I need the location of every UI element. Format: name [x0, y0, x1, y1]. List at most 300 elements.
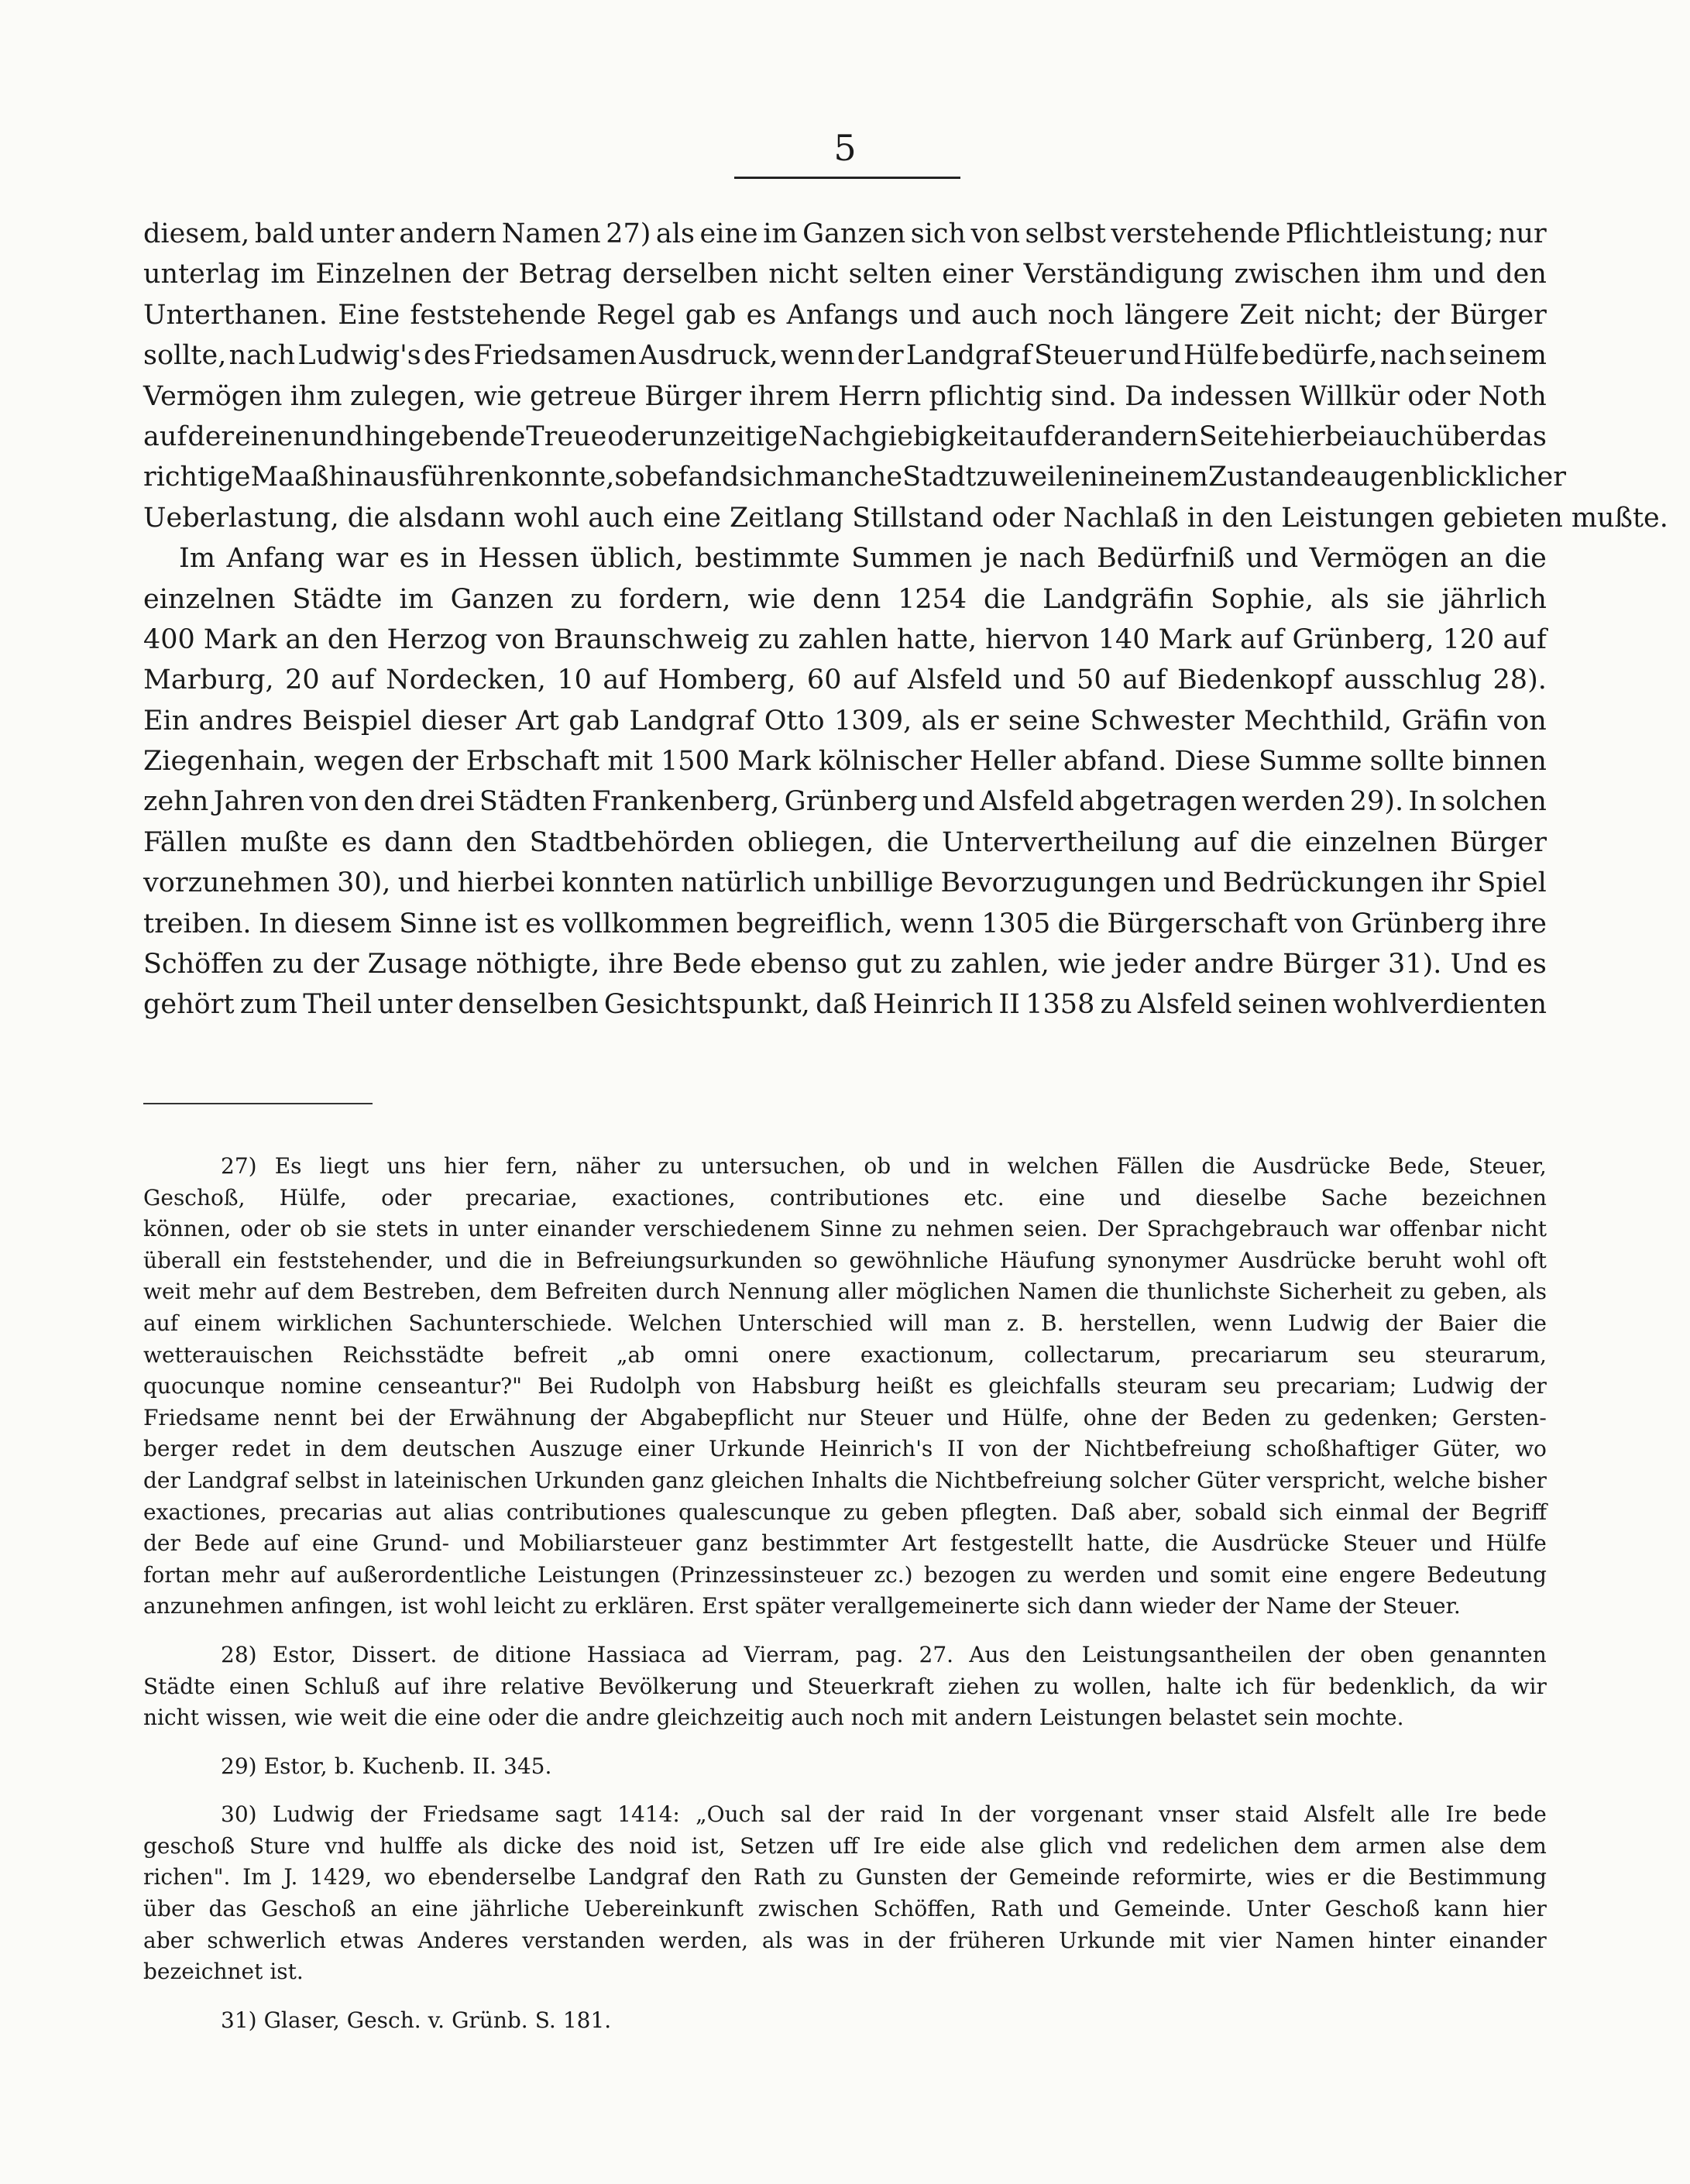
word: auf	[143, 421, 187, 452]
word: Geschoß	[261, 1896, 356, 1922]
word: außerordentliche	[336, 1561, 527, 1588]
word: Städte	[143, 1673, 215, 1699]
word: Beispiel	[302, 705, 412, 737]
footnote-line	[143, 1497, 1547, 1529]
word: mochte.	[1315, 1705, 1404, 1731]
word: pflichtig	[929, 380, 1043, 412]
word: geschoß	[143, 1832, 235, 1859]
word: Marburg,	[143, 664, 274, 696]
word: gab	[685, 299, 737, 331]
word: omni	[684, 1341, 739, 1368]
word: daß	[816, 989, 867, 1021]
body-line	[143, 295, 1547, 335]
word: B.	[1041, 1310, 1064, 1336]
word: Grünberg	[1351, 908, 1485, 939]
word: die	[544, 1705, 579, 1731]
word: sich	[1279, 1499, 1324, 1525]
word: Landgräfin	[1043, 583, 1194, 615]
word: Rath	[753, 1864, 806, 1890]
footnote-line	[143, 1799, 1547, 1831]
word: synonymer	[1107, 1247, 1228, 1273]
word: Fällen	[1116, 1153, 1184, 1179]
word: Bestreben,	[362, 1279, 483, 1305]
word: Heller	[969, 746, 1056, 778]
word: onere	[768, 1341, 831, 1368]
word: sal	[780, 1801, 812, 1828]
word: eine	[1281, 1561, 1328, 1588]
word: Bei	[538, 1373, 574, 1399]
word: und	[397, 867, 451, 899]
word: 31).	[1388, 949, 1442, 980]
word: die	[393, 1705, 428, 1731]
word: der	[143, 1467, 180, 1493]
word: hier	[1502, 1896, 1547, 1922]
word: Bürger	[1450, 826, 1547, 858]
word: Hassiaca	[586, 1641, 686, 1667]
word: wissen,	[205, 1705, 288, 1731]
word: Art	[902, 1530, 937, 1557]
word: Geschoß	[1324, 1896, 1420, 1922]
word: Hülfe,	[1001, 1404, 1070, 1430]
word: Herzog	[386, 623, 488, 655]
footnote-line	[143, 1528, 1547, 1560]
footnote-line	[143, 2005, 1547, 2037]
word: hierbei	[1269, 421, 1367, 452]
word: der	[411, 746, 459, 778]
word: des	[423, 340, 472, 372]
word: 60	[806, 664, 842, 696]
word: von	[309, 786, 359, 818]
word: befreit	[514, 1341, 588, 1368]
word: den	[465, 826, 517, 858]
footnote-line	[143, 1151, 1547, 1183]
word: mit	[607, 746, 653, 778]
word: relative	[500, 1673, 585, 1699]
word: Güter,	[1432, 1436, 1501, 1462]
word: aut	[395, 1499, 431, 1525]
word: Auszuge	[530, 1436, 623, 1462]
word: einer	[942, 259, 1014, 290]
word: im	[399, 583, 434, 615]
word: Schöffen	[143, 949, 264, 980]
word: die	[886, 826, 929, 858]
word: genannten	[1429, 1641, 1547, 1667]
body-line	[143, 538, 1547, 579]
word: der	[827, 1801, 864, 1828]
word: ganz	[696, 1530, 748, 1557]
word: Erbschaft	[465, 746, 600, 778]
word: andre	[1194, 949, 1274, 980]
word: zulegen,	[349, 380, 466, 412]
word: der	[960, 1864, 997, 1890]
word: Unterthanen.	[143, 299, 328, 331]
word: wie	[294, 1705, 333, 1731]
word: in	[968, 1153, 990, 1179]
word: eine	[411, 1896, 459, 1922]
word: Friedsame	[422, 1801, 540, 1828]
footnote-line	[143, 1276, 1547, 1308]
word: aber	[143, 1927, 194, 1953]
word: als	[655, 218, 695, 249]
word: Friedsame	[143, 1404, 260, 1430]
word: Befreiungsurkunden	[575, 1247, 802, 1273]
footnote-line	[143, 1340, 1547, 1372]
word: uns	[386, 1153, 426, 1179]
word: zu	[757, 623, 790, 655]
word: einzelnen	[143, 583, 276, 615]
footnote-line	[143, 1308, 1547, 1340]
word: hatte,	[1087, 1530, 1151, 1557]
word: auf	[143, 1310, 179, 1336]
footnote-line	[143, 1371, 1547, 1403]
word: Landgraf	[588, 1864, 689, 1890]
word: im	[270, 259, 305, 290]
word: auf	[1193, 826, 1238, 858]
word: glich	[1039, 1832, 1094, 1859]
word: diesem	[294, 908, 392, 939]
word: Einzelnen	[315, 259, 452, 290]
word: kann	[1434, 1896, 1489, 1922]
word: Bestimmung	[1408, 1864, 1547, 1890]
word: zu	[1026, 1561, 1053, 1588]
word: einem	[1124, 462, 1208, 493]
word: sollte,	[143, 340, 227, 372]
word: gut	[856, 949, 902, 980]
word: hinter	[1368, 1927, 1435, 1953]
word: 31)	[221, 2007, 257, 2033]
word: der	[397, 1404, 435, 1430]
word: II.	[472, 1753, 497, 1779]
word: welche	[1393, 1467, 1471, 1493]
word: Aus	[969, 1641, 1010, 1667]
word: zahlen	[798, 623, 888, 655]
word: Grünb.	[452, 2007, 528, 2033]
footnote-line	[143, 1434, 1547, 1465]
word: und	[922, 786, 975, 818]
word: fortan	[143, 1561, 211, 1588]
word: andern	[954, 1705, 1032, 1731]
word: pflegten.	[960, 1499, 1059, 1525]
word: gab	[568, 705, 620, 737]
word: was	[806, 1927, 850, 1953]
word: Rudolph	[589, 1373, 682, 1399]
word: ihm	[290, 380, 342, 412]
word: werden,	[658, 1927, 749, 1953]
word: Alsfeld	[980, 786, 1074, 818]
word: unter	[377, 989, 453, 1021]
word: raid	[880, 1801, 925, 1828]
word: sie	[335, 1216, 367, 1242]
word: selbst	[1025, 218, 1106, 249]
word: uff	[829, 1832, 859, 1859]
word: ad	[701, 1641, 729, 1667]
word: vnd	[1107, 1832, 1148, 1859]
word: von	[970, 218, 1020, 249]
word: zu	[843, 1499, 869, 1525]
word: er	[1327, 1864, 1351, 1890]
word: 30)	[221, 1801, 257, 1828]
word: Städten	[479, 786, 587, 818]
word: 29).	[1349, 786, 1404, 818]
word: an	[285, 623, 319, 655]
word: bestimmte	[695, 543, 840, 575]
word: nöthigte,	[476, 949, 600, 980]
word: da	[1469, 1673, 1497, 1699]
word: bisher	[1477, 1467, 1547, 1493]
word: belastet	[1169, 1705, 1257, 1731]
word: Noth	[1478, 380, 1547, 412]
word: des	[576, 1832, 615, 1859]
word: Homberg,	[658, 664, 796, 696]
word: sich	[910, 218, 967, 249]
word: wir	[1510, 1673, 1547, 1699]
word: der	[369, 1801, 407, 1828]
word: auch	[1367, 421, 1434, 452]
word: Ein	[143, 705, 190, 737]
word: auch	[588, 502, 654, 534]
word: die	[1164, 1530, 1199, 1557]
word: Stadt	[902, 462, 977, 493]
word: deutschen	[402, 1436, 516, 1462]
word: wenn	[780, 340, 855, 372]
word: Bedeutung	[1427, 1561, 1547, 1588]
word: die	[1513, 1310, 1547, 1336]
word: Reichsstädte	[342, 1341, 485, 1368]
word: oft	[1517, 1247, 1547, 1273]
word: Grünberg	[784, 786, 918, 818]
word: Baier	[1438, 1310, 1498, 1336]
word: Der	[1097, 1216, 1138, 1242]
word: Urkunden	[534, 1467, 645, 1493]
word: befand	[644, 462, 740, 493]
word: andre	[586, 1705, 650, 1731]
word: er	[970, 705, 999, 737]
word: v.	[428, 2007, 445, 2033]
word: 181.	[562, 2007, 612, 2033]
footnote-line	[143, 1671, 1547, 1703]
word: contributiones	[769, 1184, 930, 1210]
word: seu	[1357, 1341, 1396, 1368]
word: den	[327, 623, 379, 655]
word: 29)	[221, 1753, 257, 1779]
word: den	[700, 1864, 742, 1890]
word: Urkunde	[1059, 1927, 1156, 1953]
word: selbst	[294, 1467, 359, 1493]
word: Und	[1450, 949, 1508, 980]
word: Leistungsantheilen	[1081, 1641, 1292, 1667]
word: als	[1330, 583, 1369, 615]
word: wetterauischen	[143, 1341, 314, 1368]
word: nicht	[143, 1705, 199, 1731]
word: es	[1517, 949, 1547, 980]
word: einen	[228, 1673, 290, 1699]
word: 400	[143, 623, 195, 655]
word: stets	[376, 1216, 429, 1242]
word: können,	[143, 1216, 232, 1242]
word: Steuer,	[1468, 1153, 1547, 1179]
word: ein	[232, 1247, 266, 1273]
footnote-line	[143, 1214, 1547, 1245]
word: und	[1057, 1896, 1100, 1922]
word: Erwähnung	[448, 1404, 576, 1430]
word: Gunsten	[855, 1864, 948, 1890]
word: Nichtbefreiung	[935, 1467, 1103, 1493]
word: ist	[484, 908, 518, 939]
word: und	[1245, 543, 1299, 575]
word: zu	[272, 949, 304, 980]
word: Inhalts	[811, 1467, 888, 1493]
word: ausschlug	[1344, 664, 1482, 696]
body-line	[143, 660, 1547, 700]
word: Bevölkerung	[598, 1673, 738, 1699]
word: Anfangs	[786, 299, 899, 331]
word: schoßhaftiger	[1266, 1436, 1419, 1462]
word: 140	[1097, 623, 1150, 655]
word: bedenklich,	[1328, 1673, 1456, 1699]
word: unbillige	[812, 867, 934, 899]
word: als	[921, 705, 960, 737]
word: einen	[235, 421, 311, 452]
word: ihrem	[749, 380, 830, 412]
word: den	[1025, 1641, 1067, 1667]
word: Spiel	[1477, 867, 1547, 899]
word: Leistungen	[1281, 502, 1435, 534]
word: oben	[1360, 1641, 1414, 1667]
footnote-gap	[143, 1623, 1547, 1640]
word: und	[946, 1404, 989, 1430]
word: Bevorzugungen	[940, 867, 1156, 899]
word: Braunschweig	[553, 623, 750, 655]
word: Im	[242, 1864, 272, 1890]
word: nicht	[1491, 1216, 1547, 1242]
word: gedenken;	[1324, 1404, 1439, 1430]
word: aber,	[1128, 1499, 1183, 1525]
word: von	[978, 1436, 1018, 1462]
word: Bede	[672, 949, 742, 980]
word: Zeitlang	[729, 502, 844, 534]
word: Steuer	[1034, 340, 1126, 372]
word: zwischen	[1234, 259, 1361, 290]
word: hatte,	[896, 623, 977, 655]
word: Bürger	[644, 380, 742, 412]
word: Pflichtleistung;	[1285, 218, 1494, 249]
word: Stadtbehörden	[529, 826, 735, 858]
footnote-line	[143, 1831, 1547, 1863]
word: dieser	[421, 705, 507, 737]
word: von	[1497, 705, 1547, 737]
word: J.	[283, 1864, 298, 1890]
word: oder	[607, 421, 671, 452]
word: nach	[1379, 340, 1447, 372]
word: nach	[1018, 543, 1086, 575]
word: Bürger	[1283, 949, 1379, 980]
word: zahlen,	[950, 949, 1049, 980]
word: 1254	[898, 583, 967, 615]
word: Maaß	[250, 462, 329, 493]
word: hiervon	[985, 623, 1090, 655]
body-line	[143, 701, 1547, 741]
word: sich	[739, 462, 795, 493]
word: Begriff	[1471, 1499, 1547, 1525]
word: Glaser,	[263, 2007, 340, 2033]
word: II	[998, 989, 1020, 1021]
word: zc.)	[874, 1561, 913, 1588]
word: zu	[1284, 1404, 1310, 1430]
word: üblich,	[590, 543, 684, 575]
word: 27)	[606, 218, 651, 249]
word: Namen	[501, 218, 601, 249]
word: in	[304, 1436, 326, 1462]
word: hinausführen	[328, 462, 512, 493]
word: Regel	[596, 299, 675, 331]
word: Fällen	[143, 826, 228, 858]
footnotes	[143, 1151, 1547, 2036]
word: Daß	[1070, 1499, 1116, 1525]
word: zwischen	[757, 1896, 859, 1922]
word: der	[1307, 1641, 1345, 1667]
word: Willkür	[1299, 380, 1400, 412]
word: 50	[1077, 664, 1111, 696]
word: der	[312, 949, 359, 980]
body-line	[143, 863, 1547, 903]
word: Rath	[991, 1896, 1043, 1922]
word: eine	[1038, 1184, 1085, 1210]
word: die	[347, 502, 390, 534]
word: auch	[791, 1705, 844, 1731]
word: Namen	[1018, 1279, 1097, 1305]
word: dem	[307, 1279, 355, 1305]
word: II	[946, 1436, 965, 1462]
word: qualescunque	[678, 1499, 831, 1525]
word: feststehende	[410, 299, 586, 331]
word: Treue	[526, 421, 607, 452]
word: Vierram,	[744, 1641, 840, 1667]
word: Art	[515, 705, 559, 737]
word: und	[1433, 259, 1486, 290]
word: Ludwig's	[297, 340, 421, 372]
word: näher	[575, 1153, 641, 1179]
word: Bürgerschaft	[1107, 908, 1288, 939]
word: gebieten	[1443, 502, 1563, 534]
word: ebenso	[750, 949, 847, 980]
word: die	[1504, 543, 1547, 575]
word: Vermögen	[143, 380, 283, 412]
word: hingebende	[364, 421, 526, 452]
word: nicht;	[1304, 299, 1383, 331]
word: Jahren	[213, 786, 305, 818]
word: anzunehmen	[143, 1593, 284, 1619]
word: hierbei	[457, 867, 555, 899]
word: der	[857, 340, 904, 372]
word: Gesichtspunkt,	[603, 989, 810, 1021]
word: Bede	[194, 1530, 250, 1557]
word: 1414:	[617, 1801, 680, 1828]
word: Mark	[203, 623, 277, 655]
word: 1429,	[310, 1864, 373, 1890]
footnote-line	[143, 1702, 1547, 1734]
word: Gräfin	[1401, 705, 1489, 737]
word: Ganzen	[450, 583, 554, 615]
word: Leistungen	[538, 1561, 661, 1588]
word: alse	[981, 1832, 1025, 1859]
body-line	[143, 498, 1668, 538]
word: redet	[232, 1436, 291, 1462]
word: heißt	[876, 1373, 933, 1399]
word: Seite	[1198, 421, 1269, 452]
word: pag.	[855, 1641, 904, 1667]
word: abfand.	[1063, 746, 1167, 778]
word: Ausdrücke	[1211, 1530, 1330, 1557]
